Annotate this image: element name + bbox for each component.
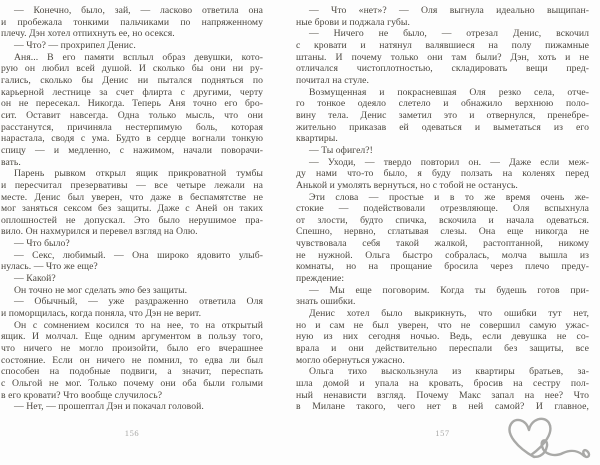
text-line: рую он любил всей душой. И сколько бы они ни ру- — [1, 63, 263, 75]
text-line: ящик. И молчал. Еще одним аргументом в пользу того, — [1, 331, 263, 343]
text-line: в Милане такого, чего нет в ней самой? И главное, — [296, 401, 589, 413]
text-line: — Мы еще поговорим. Когда ты будешь готов при- — [309, 284, 589, 296]
text-line: штаны. И почему только они там были? Дэн, хоть и не — [296, 51, 589, 63]
text-line: Он точно не мог сделать это без защиты. — [14, 284, 188, 296]
page-number: 156 — [124, 428, 140, 438]
text-line: преждение: — [296, 273, 345, 285]
text-line: — Какой? — [14, 273, 56, 285]
text-line: — Что? — прохрипел Денис. — [14, 39, 136, 51]
text-line: — Ты офигел?! — [309, 144, 373, 156]
text-line: Парень рывком открыл ящик прикроватной тумбы — [14, 168, 263, 180]
text-line: от злости, будто спичка, вскочила и начала одеваться. — [296, 214, 589, 226]
text-line: отличался чистоплотностью, складировать вещи пред- — [296, 63, 589, 75]
text-line: — Секс, любимый. — Она широко ядовито улыб- — [14, 249, 263, 261]
text-line: Анькой и умолять вернуться, но с тобой не останусь. — [296, 179, 518, 191]
text-line: Он с сомнением косился то на нее, то на открытый — [14, 319, 263, 331]
page-number: 157 — [435, 428, 450, 438]
text-line: знать ошибки. — [296, 296, 356, 308]
text-line: сит. Оставит навсегда. Одна только мысль, что они — [1, 109, 263, 121]
text-line: в его кровати? Что вообще случилось? — [1, 389, 163, 401]
text-line: — Что было? — [14, 238, 70, 250]
text-line: он не пересекал. Никогда. Теперь Аня точно его бро- — [1, 98, 263, 110]
text-line: мог заняться сексом без защиты. Даже с Аней он таких — [1, 203, 263, 215]
page-right — [296, 5, 589, 455]
text-line: комнаты, но на прощание бросила через плечо преду- — [296, 261, 589, 273]
text-line: Ольга тихо выскользнула из квартиры братьев, за- — [309, 366, 589, 378]
page-text — [1, 5, 263, 413]
text-line: Денис хотел было выкрикнуть, что ошибки тут нет, — [309, 308, 589, 320]
text-line: врала и они действительно переспали без защиты, все — [296, 343, 589, 355]
text-line: квартиры. — [296, 133, 338, 145]
text-line: — Обычный, — уже раздраженно ответила Оля — [14, 296, 263, 308]
text-line: ду нами что-то было, я буду ползать на коленях перед — [296, 168, 589, 180]
text-line: вать. — [1, 156, 21, 168]
heart-scribble — [498, 413, 594, 465]
text-line: но и сам не был уверен, что не совершил самую ужас- — [296, 319, 589, 331]
text-line: с кровати и натянул валявшиеся на полу пижамные — [296, 39, 589, 51]
text-line: и поморщилась, когда поняла, что Дэн не верит. — [1, 308, 202, 320]
text-line: шла домой и упала на кровать, бросив на сестру пол- — [296, 378, 589, 389]
text-line: Аня... В его памяти всплыл образ девушки, кото- — [14, 51, 263, 63]
text-line: и пересчитал презервативы — все четыре лежали на — [1, 179, 263, 191]
text-line: нулась. — Что же еще? — [1, 261, 98, 273]
text-line: с Ольгой не мог. Только почему они оба были голыми — [1, 378, 263, 389]
text-line: нарастала, сводя с ума. Будто в сердце вогнали тонкую — [1, 133, 263, 145]
page-text — [296, 5, 589, 413]
text-line: жительно приказав ей одеваться и выметаться из его — [296, 121, 589, 133]
text-line: ную из них сегодня ночью. Ведь, если девушка не со- — [296, 331, 589, 343]
text-line: способен на подобные подвиги, а значит, переспать — [1, 366, 263, 378]
text-line: и пробежала тонкими пальчиками по напряженному — [1, 16, 263, 28]
text-line: Эти слова — простые и в то же время очень же- — [309, 191, 589, 203]
page-left — [1, 5, 263, 455]
text-line: го тонкое одеяло слетело и обнажило верхнюю поло- — [296, 98, 589, 110]
text-line: расстанутся, причиняла нестерпимую боль, которая — [1, 121, 263, 133]
text-line: Спешно, нервно, сглатывая слезы. Она еще никогда не — [296, 226, 589, 238]
text-line: почитал на стуле. — [296, 74, 369, 86]
text-line: — Ничего не было, — отрезал Денис, вскочил — [309, 28, 589, 40]
text-line: оплошностей не допускал. Это было нерушимое пра- — [1, 214, 263, 226]
text-line: не нужной. Ольга быстро собралась, молча вышла из — [296, 249, 589, 261]
text-line: месте. Денис был уверен, что даже в беспамятстве не — [1, 191, 263, 203]
text-line: состояние. Если он ничего не помнил, то едва ли был — [1, 354, 263, 366]
text-line: плечу. Дэн хотел отпихнуть ее, но осекся. — [1, 28, 175, 40]
text-line: — Что «нет»? — Оля выгнула идеально выщипан- — [309, 5, 589, 16]
text-line: спицу — и медленно, с нажимом, начали поворачи- — [1, 144, 263, 156]
text-line: — Нет, — прошептал Дэн и покачал головой. — [14, 401, 204, 413]
text-line: вило. Он нахмурился и перевел взгляд на Олю. — [1, 226, 198, 238]
text-line: стокие — подействовали отрезвляюще. Оля вспыхнула — [296, 203, 589, 215]
text-line: чувствовала себя такой жалкой, растоптанной, никому — [296, 238, 589, 250]
text-line: — Конечно, было, зай, — ласково ответила она — [14, 5, 263, 16]
text-line: ный ненависти взгляд. Почему Макс запал на нее? Что — [296, 389, 589, 401]
text-line: ные брови и поджала губы. — [296, 16, 410, 28]
text-line: гались, сколько бы Денис ни пытался подняться по — [1, 74, 263, 86]
text-line: что ничего не могло произойти, было его вчерашнее — [1, 343, 263, 355]
text-line: могло обернуться ужасно. — [296, 354, 405, 366]
text-line: карьерной лестнице за счет флирта с другими, черту — [1, 86, 263, 98]
text-line: Возмущенная и покрасневшая Оля резко села, отче- — [309, 86, 589, 98]
text-line: вину тела. Денис заметил это и отвернулся, пренебре- — [296, 109, 589, 121]
text-line: — Уходи, — твердо повторил он. — Даже если меж- — [309, 156, 589, 168]
